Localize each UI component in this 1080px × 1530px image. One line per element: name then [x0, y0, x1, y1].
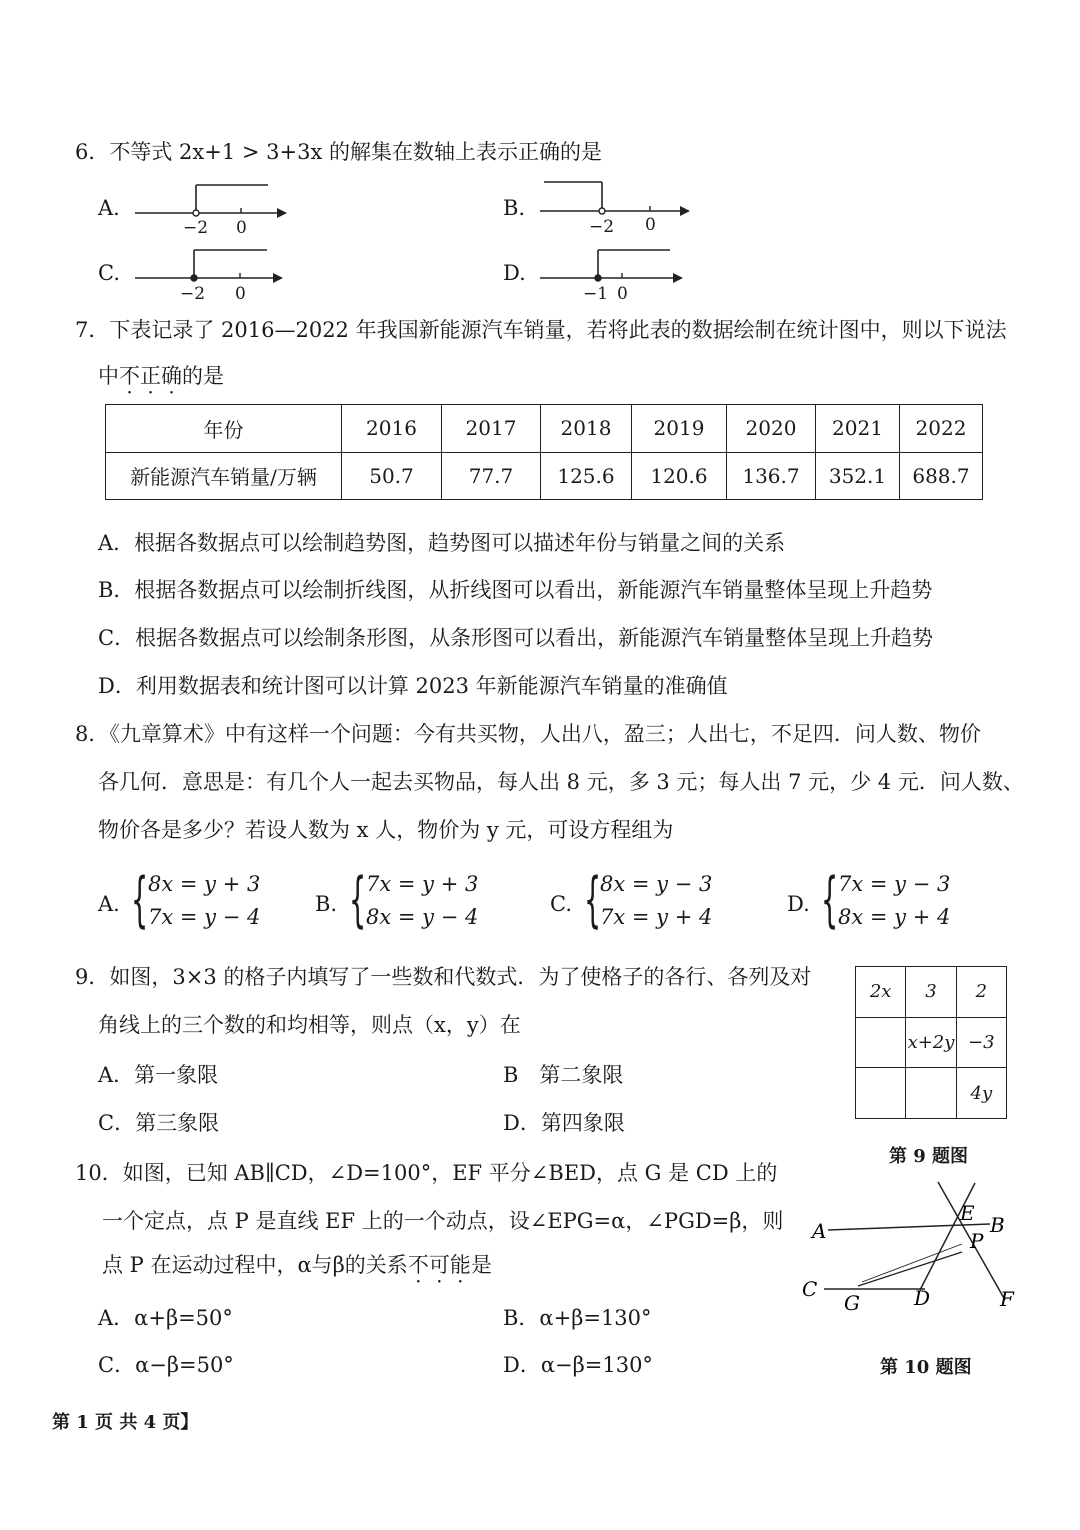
line-gp2 [862, 1244, 962, 1282]
q8-option-b-eq2: 8x = y − 4 [366, 905, 479, 929]
q7-stem-line1: 7．下表记录了 2016—2022 年我国新能源汽车销量，若将此表的数据绘制在统计图中，则以下说法 [75, 318, 1007, 342]
brace-icon: { [584, 865, 602, 935]
table-header-cell: 2020 [727, 405, 816, 453]
q7-option-c: C．根据各数据点可以绘制条形图，从条形图可以看出，新能源汽车销量整体呈现上升趋势 [98, 626, 934, 650]
tick-label: −2 [183, 218, 209, 238]
page-footer: 第 1 页 共 4 页】 [52, 1412, 199, 1433]
q8-option-d-eq1: 7x = y − 3 [838, 872, 951, 896]
q10-line3-text: 点 P 在运动过程中，α与β的关系 [102, 1253, 408, 1277]
table-cell: 50.7 [342, 452, 442, 500]
tick-label: 0 [236, 218, 247, 238]
table-header-cell: 2019 [632, 405, 727, 453]
grid-cell: x+2y [906, 1017, 956, 1068]
emphasis-char: 可 [428, 1253, 450, 1277]
q10-figure-caption: 第 10 题图 [880, 1357, 972, 1378]
emphasis-char: 不 [407, 1253, 429, 1277]
table-header-cell: 2021 [816, 405, 900, 453]
emphasis-char: 能 [449, 1253, 471, 1277]
grid-cell: 4y [956, 1068, 1006, 1119]
q8-option-d-eq2: 8x = y + 4 [838, 905, 951, 929]
line-gp [858, 1252, 962, 1286]
q10-option-a: A．α+β=50° [98, 1306, 233, 1330]
emphasis-char: 正 [140, 364, 161, 388]
label-f: F [1000, 1287, 1014, 1311]
q10-line1: 10．如图，已知 AB∥CD，∠D=100°，EF 平分∠BED，点 G 是 CD 上的 [75, 1161, 778, 1185]
table-row [106, 452, 983, 500]
grid-row [856, 1017, 1007, 1068]
table-cell: 688.7 [900, 452, 983, 500]
q8-option-c-label: C. [550, 892, 572, 916]
q7-stem-text: 中 [98, 364, 119, 388]
table-cell: 新能源汽车销量/万辆 [106, 452, 342, 500]
grid-row [856, 967, 1007, 1018]
q8-option-b-label: B. [315, 892, 338, 916]
grid-cell: 2x [856, 967, 906, 1018]
q9-line1: 9．如图，3×3 的格子内填写了一些数和代数式．为了使格子的各行、各列及对 [75, 965, 812, 989]
table-cell: 352.1 [816, 452, 900, 500]
q10-figure [800, 1180, 1040, 1340]
q6-option-a-label: A. [98, 196, 120, 220]
grid-row [856, 1068, 1007, 1119]
label-b: B [990, 1213, 1005, 1237]
table-header-row [106, 405, 983, 453]
grid-cell [856, 1017, 906, 1068]
q10-option-d: D．α−β=130° [503, 1353, 653, 1377]
q8-option-a-eq1: 8x = y + 3 [148, 872, 261, 896]
q10-line3-text: 是 [470, 1253, 492, 1277]
q7-option-d: D．利用数据表和统计图可以计算 2023 年新能源汽车销量的准确值 [98, 674, 728, 698]
label-g: G [844, 1291, 860, 1315]
tick-label: 0 [617, 284, 628, 304]
table-header-cell: 2018 [541, 405, 632, 453]
label-e: E [960, 1201, 975, 1225]
table-cell: 77.7 [442, 452, 541, 500]
grid-cell [906, 1068, 956, 1119]
table-cell: 120.6 [632, 452, 727, 500]
q9-option-d: D．第四象限 [503, 1111, 625, 1135]
q9-line2: 角线上的三个数的和均相等，则点（x，y）在 [98, 1013, 521, 1037]
q6-option-d-label: D. [503, 261, 526, 285]
table-header-cell: 年份 [106, 405, 342, 453]
q8-line3: 物价各是多少？若设人数为 x 人，物价为 y 元，可设方程组为 [98, 818, 674, 842]
tick-label: −2 [589, 217, 615, 237]
label-c: C [802, 1277, 818, 1301]
brace-icon: { [349, 865, 367, 935]
q10-option-c: C．α−β=50° [98, 1353, 234, 1377]
q7-stem-line2 [98, 362, 224, 390]
q7-stem-text: 的是 [182, 364, 224, 388]
tick-label: −2 [180, 284, 206, 304]
q6-option-b-label: B. [503, 196, 526, 220]
tick-label: −1 [583, 284, 609, 304]
sales-table [105, 404, 983, 500]
grid-cell: −3 [956, 1017, 1006, 1068]
q9-option-a: A．第一象限 [98, 1063, 219, 1087]
q8-option-b-eq1: 7x = y + 3 [366, 872, 479, 896]
q8-option-a-label: A. [98, 892, 120, 916]
q7-option-b: B．根据各数据点可以绘制折线图，从折线图可以看出，新能源汽车销量整体呈现上升趋势 [98, 578, 933, 602]
tick-label: 0 [645, 215, 656, 235]
q8-line2: 各几何．意思是：有几个人一起去买物品，每人出 8 元，多 3 元；每人出 7 元，少 4 元．问人数、 [98, 770, 1024, 794]
table-header-cell: 2022 [900, 405, 983, 453]
table-cell: 125.6 [541, 452, 632, 500]
q9-option-b: B 第二象限 [503, 1063, 624, 1087]
grid-cell: 3 [906, 967, 956, 1018]
q8-option-c-eq1: 8x = y − 3 [600, 872, 713, 896]
table-header-cell: 2016 [342, 405, 442, 453]
emphasis-char: 确 [161, 364, 182, 388]
q8-option-c-eq2: 7x = y + 4 [600, 905, 713, 929]
q8-option-d-label: D. [787, 892, 810, 916]
emphasis-char: 不 [119, 364, 140, 388]
q7-option-a: A．根据各数据点可以绘制趋势图，趋势图可以描述年份与销量之间的关系 [98, 531, 786, 555]
q9-grid [855, 966, 1007, 1119]
table-cell: 136.7 [727, 452, 816, 500]
grid-cell: 2 [956, 967, 1006, 1018]
q6-stem: 6．不等式 2x+1 > 3+3x 的解集在数轴上表示正确的是 [75, 140, 602, 164]
q9-option-c: C．第三象限 [98, 1111, 220, 1135]
q9-figure-caption: 第 9 题图 [889, 1146, 969, 1167]
q6-option-c-label: C. [98, 261, 120, 285]
brace-icon: { [131, 865, 149, 935]
grid-cell [856, 1068, 906, 1119]
q8-line1: 8．《九章算术》中有这样一个问题：今有共买物，人出八，盈三；人出七，不足四．问人数、物价 [75, 722, 981, 746]
brace-icon: { [821, 865, 839, 935]
label-a: A [812, 1219, 827, 1243]
q10-option-b: B．α+β=130° [503, 1306, 652, 1330]
tick-label: 0 [235, 284, 246, 304]
table-header-cell: 2017 [442, 405, 541, 453]
q10-line2: 一个定点，点 P 是直线 EF 上的一个动点，设∠EPG=α，∠PGD=β，则 [102, 1209, 784, 1233]
q8-option-a-eq2: 7x = y − 4 [148, 905, 261, 929]
q10-line3 [102, 1251, 492, 1279]
label-d: D [914, 1286, 931, 1310]
label-p: P [970, 1229, 984, 1253]
